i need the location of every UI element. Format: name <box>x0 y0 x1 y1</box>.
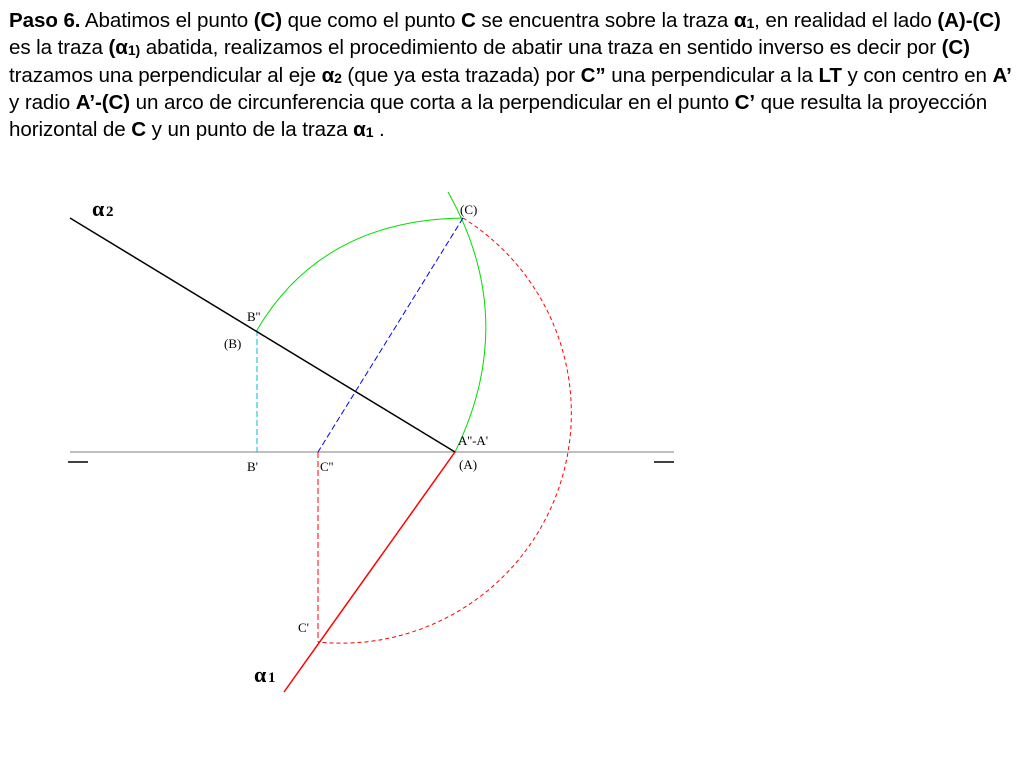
text-run: Abatimos el punto <box>80 9 254 32</box>
text-run: que como el punto <box>281 9 461 32</box>
label-b-prime: B' <box>247 459 259 474</box>
label-a-abatido: (A) <box>459 457 478 472</box>
label-b-abatido: (B) <box>224 336 242 351</box>
text-run: y un punto de la traza <box>146 117 354 141</box>
text-bold: (A)-(C) <box>937 9 1001 32</box>
text-run: y con centro en <box>841 63 993 87</box>
text-run: una perpendicular a la <box>605 63 819 87</box>
text-bold: (C) <box>941 36 970 60</box>
text-bold: A’-(C) <box>75 91 131 115</box>
label-alpha2: α <box>92 196 105 221</box>
text-run: (que ya esta trazada) por <box>341 63 581 87</box>
text-run: que resulta la proyección horizontal de <box>9 91 988 141</box>
text-run: , en realidad el lado <box>754 9 938 32</box>
text-run: y radio <box>9 91 76 115</box>
text-bold: C <box>460 9 476 32</box>
text-bold: A’ <box>992 63 1012 87</box>
label-c-double-prime: C'' <box>320 459 334 474</box>
green-arc-c-to-a <box>448 192 489 452</box>
text-bold: (C) <box>253 9 282 32</box>
green-arc-b-to-c <box>257 218 463 330</box>
text-bold: C <box>131 117 147 141</box>
text-bold: C’ <box>734 91 755 115</box>
text-bold: α <box>321 63 335 87</box>
red-dashed-arc <box>318 218 571 643</box>
text-run: trazamos una perpendicular al eje <box>9 63 322 87</box>
label-c-prime: C' <box>298 620 310 635</box>
label-b-double-prime: B'' <box>247 309 261 324</box>
text-run: un arco de circunferencia que corta a la perpendicular en el punto <box>130 91 735 115</box>
text-subscript: 1 <box>365 123 374 140</box>
label-alpha1: α <box>254 662 267 687</box>
text-bold: (α <box>108 36 128 60</box>
text-run: . <box>373 117 385 141</box>
text-run: abatida, realizamos el procedimiento de abatir una traza en sentido inverso es decir por <box>140 36 942 60</box>
trace-alpha2 <box>70 218 455 452</box>
text-bold: C” <box>580 63 606 87</box>
text-subscript: 1) <box>127 42 141 59</box>
text-bold: LT <box>818 63 842 87</box>
blue-dashed-line <box>318 218 463 452</box>
text-bold: α <box>353 117 366 141</box>
text-run: se encuentra sobre la traza <box>475 9 734 32</box>
text-bold: α <box>733 9 747 32</box>
text-subscript: 2 <box>334 69 342 86</box>
label-c-abatido: (C) <box>460 202 478 217</box>
text-run: es la traza <box>9 36 109 60</box>
label-a-double-a-prime: A''-A' <box>458 433 489 448</box>
label-alpha2-sub: 2 <box>106 204 114 220</box>
trace-alpha1 <box>284 452 455 692</box>
text-subscript: 1 <box>746 15 755 31</box>
label-alpha1-sub: 1 <box>268 670 276 686</box>
step-title: Paso 6. <box>9 9 81 32</box>
